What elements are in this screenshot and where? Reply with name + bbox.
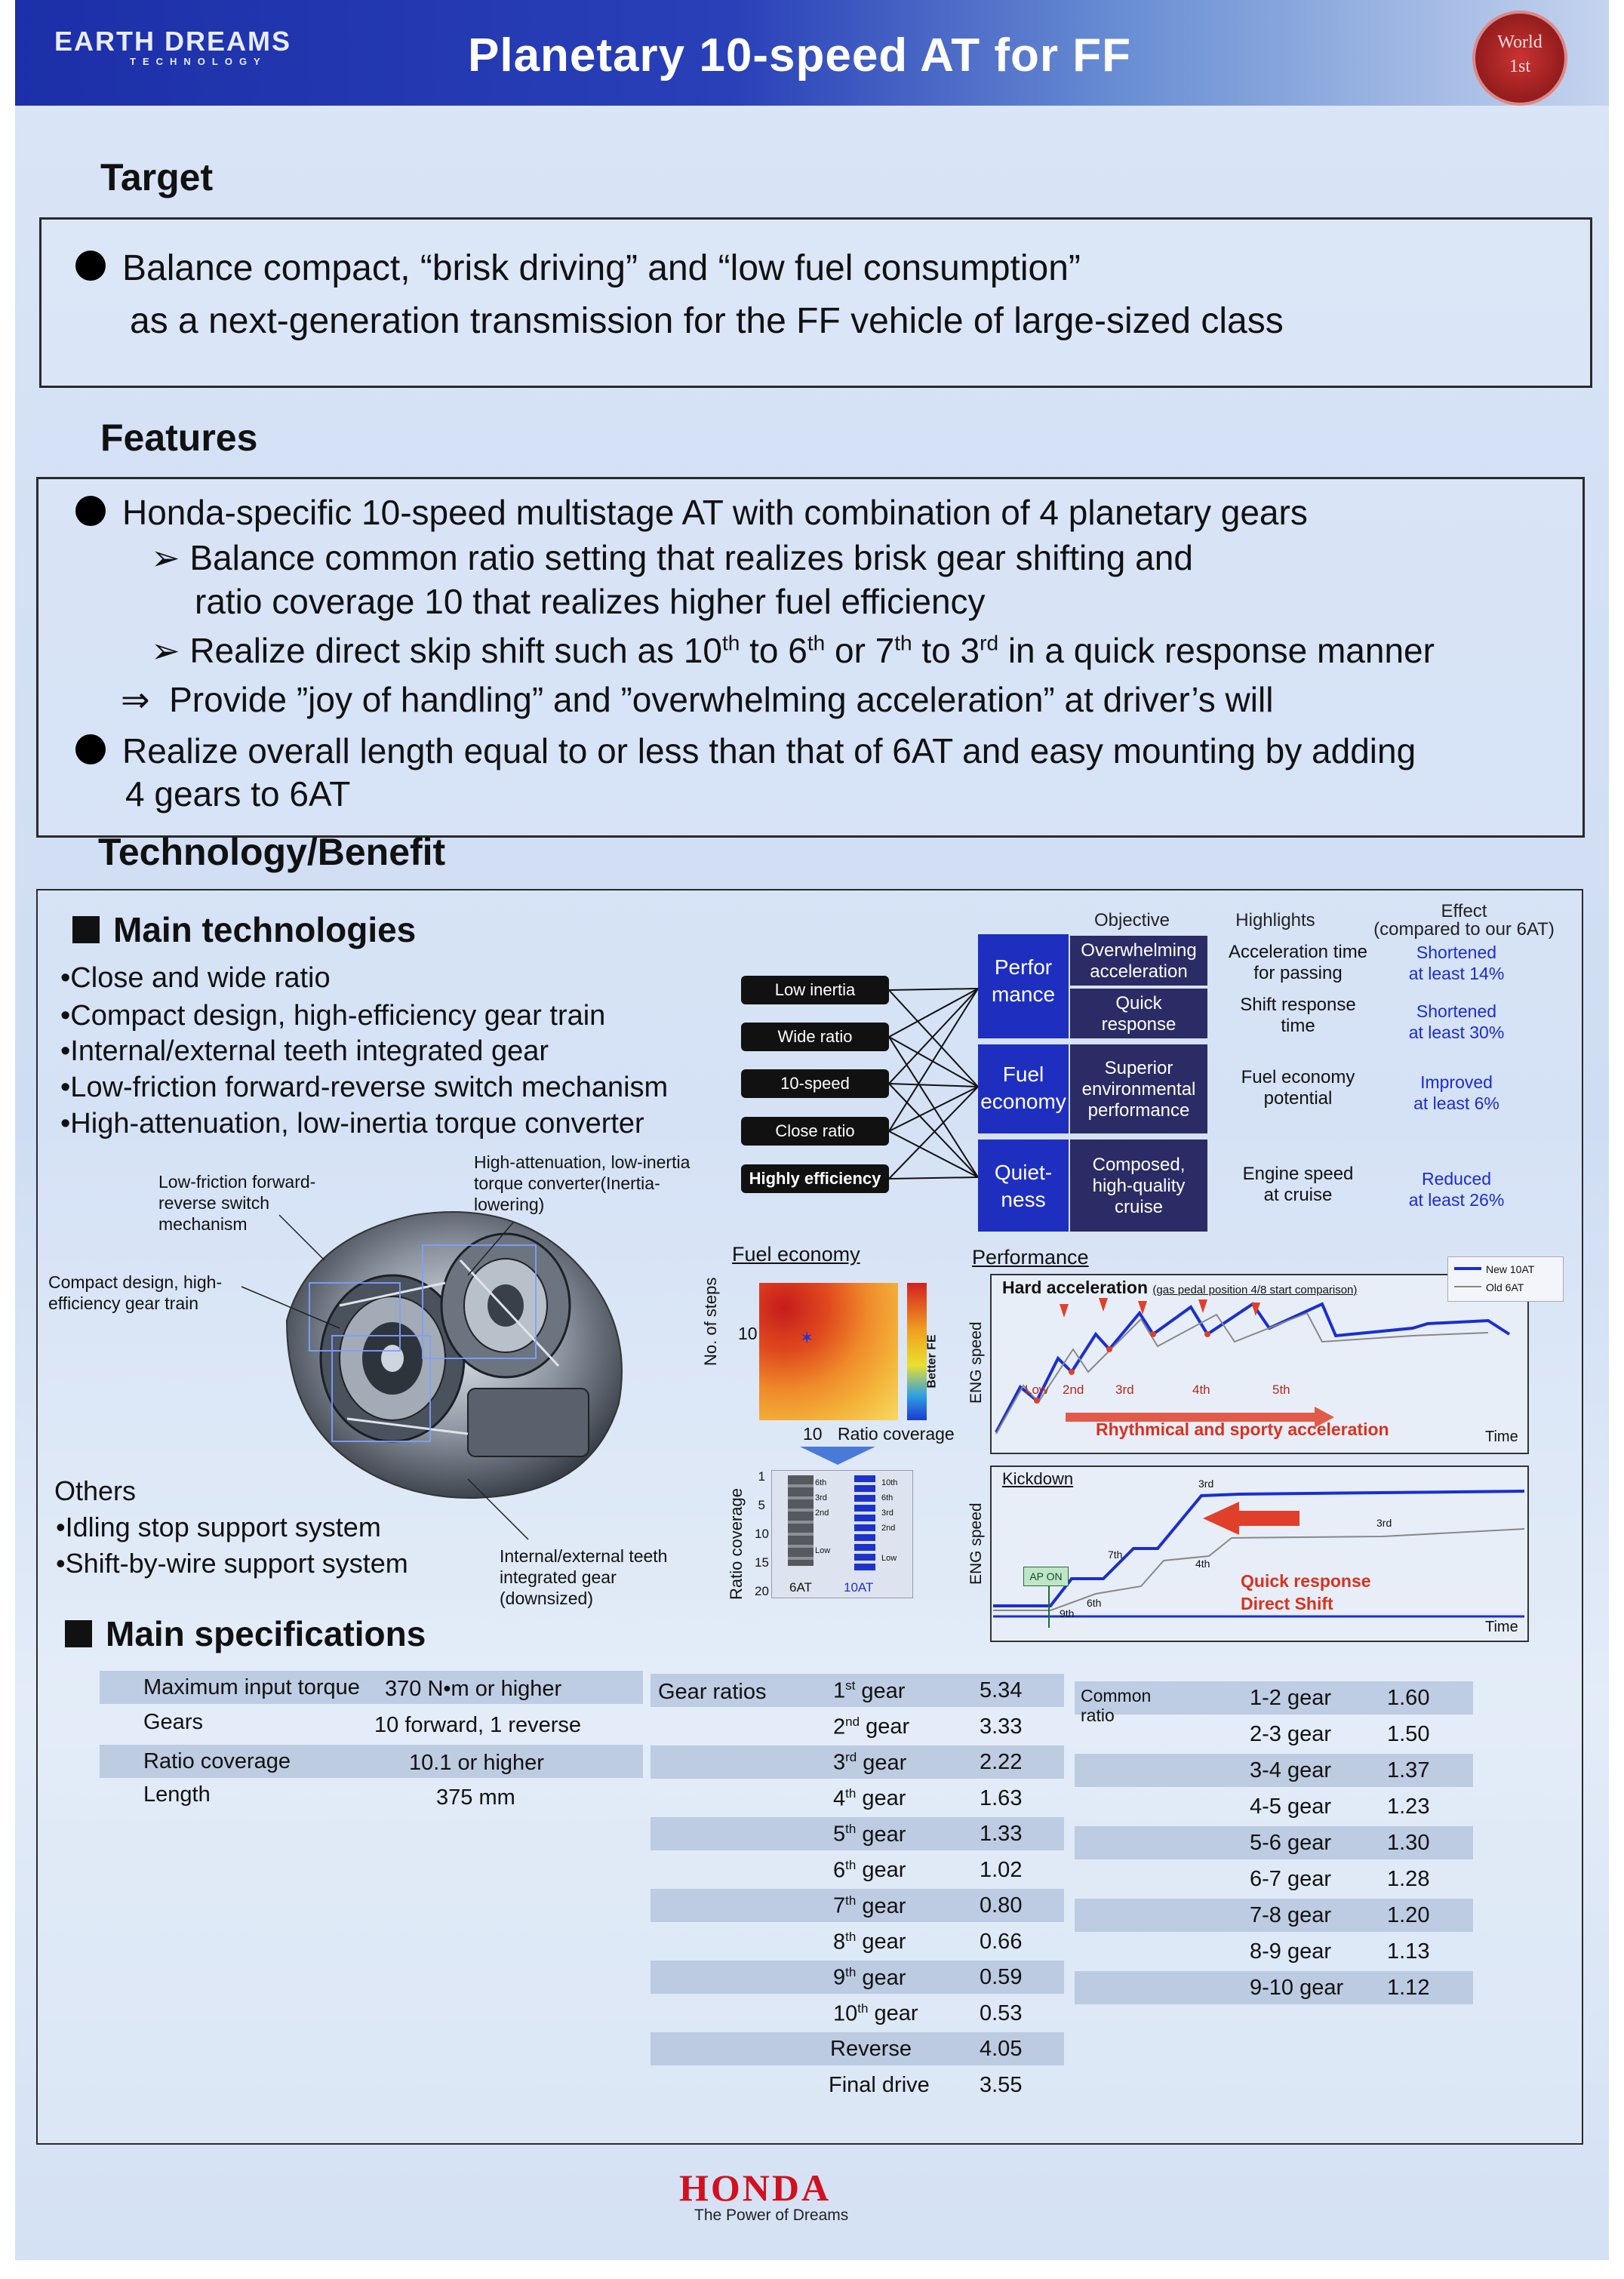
- common-step: 3-4 gear: [1250, 1758, 1332, 1782]
- gear-label: [833, 1822, 906, 1847]
- spec-label: Maximum input torque: [143, 1675, 360, 1699]
- perf-gear-3rd: 3rd: [1115, 1382, 1134, 1397]
- kick-label-7th: 7th: [1108, 1549, 1123, 1561]
- square-bullet-icon: [65, 1620, 92, 1647]
- gear-ratio-value: 0.80: [980, 1893, 1023, 1918]
- ytick: 10: [755, 1527, 769, 1541]
- gear-ratios-label: Gear ratios: [658, 1680, 767, 1704]
- target-line-1-text: Balance compact, “brisk driving” and “low fuel consumption”: [122, 248, 1081, 288]
- kick-label-4th: 4th: [1195, 1558, 1210, 1570]
- kick-caption: [1241, 1570, 1371, 1615]
- ap-on-marker: AP ON: [1023, 1567, 1069, 1586]
- gear-ratio-value: 0.59: [980, 1965, 1023, 1989]
- s2-sup4: rd: [980, 631, 999, 655]
- label-10at: 6th: [881, 1493, 894, 1502]
- gear-ratio-value: 0.53: [980, 2001, 1023, 2025]
- label-6at: Low: [815, 1546, 831, 1555]
- common-value: 1.30: [1387, 1831, 1430, 1855]
- gear-sup: th: [845, 1857, 857, 1872]
- ytick: 20: [755, 1584, 769, 1598]
- gear-sup: st: [845, 1678, 856, 1693]
- matrix-col-effect: [1366, 903, 1562, 939]
- ratio-bar-10at: [854, 1475, 875, 1573]
- kick-label-6th: 6th: [1087, 1597, 1102, 1609]
- callout-internal-external: Internal/external teeth integrated gear (downsized): [500, 1546, 668, 1608]
- gear-number: 4: [833, 1786, 846, 1811]
- others-item: •Idling stop support system: [56, 1512, 381, 1542]
- effect-head-2: (compared to our 6AT): [1373, 919, 1555, 940]
- gear-word: gear: [861, 1678, 906, 1703]
- tech-item: •Close and wide ratio: [60, 962, 331, 994]
- honda-tagline: The Power of Dreams: [694, 2207, 849, 2224]
- bullet-dot-icon: [75, 496, 106, 526]
- common-value: 1.60: [1387, 1686, 1430, 1710]
- common-value: 1.28: [1387, 1867, 1430, 1891]
- legend-new-label: New 10AT: [1486, 1263, 1535, 1275]
- world-first-badge: [1475, 14, 1564, 103]
- common-step: 4-5 gear: [1250, 1795, 1332, 1819]
- ratio-bar-label-10at: 10AT: [844, 1580, 874, 1595]
- gear-word: gear: [862, 1965, 906, 1990]
- ratio-bar-label-6at: 6AT: [789, 1580, 812, 1595]
- fuel-chart-ytick: 10: [738, 1324, 758, 1343]
- feature-arrow-line: [121, 679, 1273, 720]
- matrix-highlight: Acceleration time for passing: [1228, 942, 1368, 983]
- others-item: •Shift-by-wire support system: [56, 1548, 408, 1579]
- gear-word: gear: [862, 1822, 906, 1847]
- kick-chart-title: Kickdown: [1002, 1469, 1074, 1488]
- earth-dreams-logo: [54, 26, 291, 67]
- target-heading: Target: [100, 156, 214, 198]
- gear-label: [833, 1786, 906, 1812]
- honda-logo: HONDA: [679, 2167, 832, 2209]
- kick-chart-ylabel: ENG speed: [967, 1502, 985, 1585]
- matrix-cat-quietness: Quiet- ness: [978, 1140, 1069, 1232]
- common-step: 2-3 gear: [1250, 1722, 1332, 1746]
- s2-sup2: th: [807, 631, 826, 655]
- gear-ratio-value: 5.34: [980, 1678, 1023, 1702]
- gear-number: 9: [833, 1965, 846, 1990]
- gear-word: gear: [862, 1893, 906, 1918]
- ytick: 15: [755, 1555, 769, 1570]
- label-10at: 2nd: [881, 1524, 896, 1533]
- gear-word: gear: [874, 2001, 918, 2026]
- bullet-dot-icon: [75, 734, 106, 764]
- logo-sub-text: TECHNOLOGY: [130, 56, 267, 67]
- ratio-labels-6at: [815, 1475, 830, 1558]
- feature-bullet-2-text: Realize overall length equal to or less than that of 6AT and easy mounting by adding: [122, 731, 1416, 770]
- gear-number: 6: [833, 1858, 846, 1883]
- gear-number: 8: [833, 1930, 846, 1955]
- gear-sup: th: [857, 2001, 869, 2016]
- spec-value: 10.1 or higher: [409, 1751, 544, 1775]
- gear-label: [833, 1678, 905, 1704]
- feature-bullet-1-text: Honda-specific 10-speed multistage AT with combination of 4 planetary gears: [122, 493, 1308, 532]
- badge-line1: World: [1497, 32, 1542, 52]
- gear-sup: nd: [845, 1714, 860, 1729]
- gear-label: [833, 2001, 918, 2027]
- feature-sub-2: ➢ Realize direct skip shift such as 10th to 6th or 7th to 3rd in a quick response manner: [151, 631, 1435, 670]
- gear-number: 2: [833, 1715, 846, 1739]
- perf-chart-title: Performance: [972, 1246, 1089, 1269]
- poster: [15, 0, 1609, 2260]
- label-10at: 3rd: [881, 1509, 894, 1518]
- fuel-scale-label: Better FE: [925, 1334, 939, 1389]
- feature-arrow-text: Provide ”joy of handling” and ”overwhelming acceleration” at driver’s will: [169, 680, 1274, 719]
- spec-label: Gears: [143, 1710, 203, 1734]
- main-tech-heading-text: Main technologies: [113, 910, 417, 949]
- gear-sup: th: [845, 1893, 857, 1908]
- matrix-effect: Shortened at least 30%: [1408, 1001, 1505, 1042]
- feature-bullet-1: [75, 492, 1308, 533]
- matrix-effect: Shortened at least 14%: [1408, 943, 1505, 983]
- s2-sup3: th: [894, 631, 912, 655]
- label-6at: 6th: [815, 1478, 827, 1487]
- matrix-highlight: Shift response time: [1240, 995, 1356, 1036]
- matrix-col-objective: Objective: [1093, 910, 1170, 930]
- pill-close-ratio: Close ratio: [741, 1117, 889, 1146]
- common-value: 1.12: [1387, 1976, 1430, 2000]
- common-value: 1.23: [1387, 1795, 1430, 1819]
- header-banner: [15, 0, 1609, 106]
- legend-new-swatch: [1454, 1267, 1481, 1270]
- label-10at: 10th: [881, 1478, 898, 1487]
- callout-high-attenuation: High-attenuation, low-inertia torque converter(Inertia- lowering): [474, 1152, 691, 1214]
- kick-caption-2: Direct Shift: [1241, 1594, 1333, 1613]
- kick-label-9th: 9th: [1060, 1607, 1075, 1619]
- gear-number: 7: [833, 1893, 846, 1918]
- s2-mid2: or 7: [825, 631, 895, 670]
- matrix-cat-performance: Perfor mance: [978, 934, 1069, 1038]
- common-step: 8-9 gear: [1250, 1939, 1332, 1964]
- gear-number: 1: [833, 1678, 846, 1703]
- perf-subtitle-text: Hard acceleration: [1002, 1278, 1149, 1297]
- ratio-labels-10at: [881, 1475, 897, 1566]
- ratio-chart-ylabel: Ratio coverage: [727, 1488, 746, 1600]
- common-ratio-label: Common ratio: [1081, 1686, 1152, 1725]
- gear-word: gear: [862, 1786, 906, 1811]
- spec-label: Length: [143, 1782, 211, 1807]
- ytick: 1: [758, 1469, 765, 1484]
- callout-leader-lines: [45, 1147, 724, 1615]
- legend-old-label: Old 6AT: [1486, 1281, 1524, 1293]
- gear-number: 5: [833, 1822, 846, 1847]
- callout-low-friction: Low-friction forward- reverse switch mechanism: [158, 1172, 316, 1234]
- pill-wide-ratio: Wide ratio: [741, 1023, 889, 1051]
- pill-low-inertia: Low inertia: [741, 976, 889, 1004]
- specs-heading-text: Main specifications: [106, 1614, 426, 1653]
- fuel-chart-title: Fuel economy: [732, 1243, 860, 1266]
- poster-title: Planetary 10-speed AT for FF: [468, 29, 1131, 82]
- gear-number: 10: [833, 2001, 858, 2026]
- matrix-objective: Overwhelming acceleration: [1070, 936, 1207, 986]
- gear-sup: th: [845, 1965, 857, 1979]
- gear-word: gear: [862, 1930, 906, 1955]
- label-10at: Low: [881, 1554, 897, 1563]
- perf-gear-2nd: 2nd: [1063, 1382, 1084, 1397]
- matrix-col-highlights: Highlights: [1235, 910, 1315, 930]
- gear-ratio-value: 1.63: [980, 1785, 1023, 1810]
- kick-label-3rd-new: 3rd: [1198, 1478, 1214, 1490]
- s2-pre: Realize direct skip shift such as 10: [189, 631, 722, 670]
- perf-gear-low: Low: [1025, 1382, 1049, 1397]
- matrix-objective: Composed, high-quality cruise: [1070, 1140, 1207, 1232]
- gear-ratio-value: 2.22: [980, 1750, 1023, 1774]
- tech-item: •High-attenuation, low-inertia torque converter: [60, 1108, 644, 1140]
- pill-10-speed: 10-speed: [741, 1069, 889, 1098]
- common-step: 7-8 gear: [1250, 1903, 1332, 1927]
- gear-number: 3: [833, 1750, 846, 1775]
- target-line-2: as a next-generation transmission for the FF vehicle of large-sized class: [130, 301, 1284, 341]
- common-step: 1-2 gear: [1250, 1686, 1332, 1710]
- gear-label: [833, 1893, 906, 1919]
- perf-gear-4th: 4th: [1192, 1382, 1210, 1397]
- label-6at: 2nd: [815, 1509, 829, 1518]
- gear-label: [833, 1715, 909, 1740]
- ratio-bar-6at: [788, 1475, 814, 1566]
- badge-line2: 1st: [1509, 57, 1530, 76]
- gear-ratio-value: 3.55: [980, 2072, 1023, 2097]
- spec-label: Ratio coverage: [143, 1749, 291, 1773]
- matrix-highlight: Engine speed at cruise: [1242, 1164, 1354, 1205]
- common-step: 5-6 gear: [1250, 1831, 1332, 1855]
- fuel-heatmap: [759, 1283, 898, 1420]
- fuel-chart-xlabel: Ratio coverage: [838, 1424, 955, 1444]
- perf-caption: Rhythmical and sporty acceleration: [1096, 1419, 1389, 1439]
- common-value: 1.50: [1387, 1722, 1430, 1746]
- gear-sup: th: [845, 1822, 857, 1836]
- tech-item: •Compact design, high-efficiency gear train: [60, 1000, 606, 1032]
- gear-ratio-value: 1.02: [980, 1857, 1023, 1882]
- callout-compact-design: Compact design, high- efficiency gear train: [48, 1272, 223, 1313]
- others-heading: Others: [54, 1475, 137, 1506]
- common-value: 1.20: [1387, 1903, 1430, 1927]
- gear-ratio-value: 3.33: [980, 1714, 1023, 1739]
- fuel-chart-xtick: 10: [803, 1424, 823, 1444]
- s2-post: in a quick response manner: [998, 631, 1435, 670]
- tech-item: •Internal/external teeth integrated gear: [60, 1035, 549, 1067]
- perf-subtitle-note: (gas pedal position 4/8 start comparison): [1152, 1284, 1358, 1296]
- spec-value: 10 forward, 1 reverse: [374, 1713, 582, 1737]
- gear-sup: th: [845, 1929, 857, 1944]
- ytick: 5: [758, 1498, 765, 1512]
- matrix-objective: Quick response: [1070, 989, 1207, 1038]
- feature-sub-1a: ➢ Balance common ratio setting that realizes brisk gear shifting and: [151, 538, 1193, 577]
- fuel-chart-ylabel: No. of steps: [701, 1277, 720, 1366]
- gear-label: [833, 1965, 906, 1991]
- specs-heading: [65, 1613, 426, 1654]
- square-bullet-icon: [72, 916, 100, 943]
- gear-label: [833, 1858, 906, 1884]
- common-value: 1.37: [1387, 1758, 1430, 1782]
- tech-item: •Low-friction forward-reverse switch mechanism: [60, 1072, 669, 1103]
- implies-arrow-icon: ⇒: [121, 680, 150, 719]
- gear-word: gear: [866, 1715, 910, 1739]
- gear-ratio-value: 4.05: [980, 2037, 1023, 2061]
- pill-connector-lines: [889, 973, 980, 1200]
- matrix-effect: Reduced at least 26%: [1408, 1169, 1505, 1210]
- perf-xlabel: Time: [1485, 1429, 1518, 1445]
- feature-bullet-2: [75, 730, 1416, 771]
- ratio-chart-yticks: [755, 1462, 769, 1606]
- kick-xlabel: Time: [1485, 1619, 1518, 1635]
- optimum-star-icon: ✶: [800, 1328, 814, 1347]
- s2-mid1: to 6: [740, 631, 807, 670]
- gear-word: gear: [862, 1858, 906, 1883]
- tech-heading: Technology/Benefit: [98, 831, 446, 873]
- pill-highly-efficiency: Highly efficiency: [741, 1164, 889, 1193]
- feature-sub-1a-text: Balance common ratio setting that realizes brisk gear shifting and: [189, 538, 1193, 577]
- matrix-highlight: Fuel economy potential: [1241, 1067, 1355, 1109]
- feature-sub-1b: ratio coverage 10 that realizes higher fuel efficiency: [195, 582, 986, 621]
- matrix-objective: Superior environmental performance: [1070, 1044, 1207, 1133]
- common-value: 1.13: [1387, 1939, 1430, 1964]
- common-step: 6-7 gear: [1250, 1867, 1332, 1891]
- gear-ratio-value: 0.66: [980, 1929, 1023, 1954]
- effect-head-1: Effect: [1441, 901, 1487, 921]
- matrix-cat-fuel: Fuel economy: [978, 1044, 1069, 1133]
- logo-main-text: EARTH DREAMS: [54, 26, 292, 57]
- perf-chart-ylabel: ENG speed: [967, 1321, 985, 1404]
- label-6at: 3rd: [815, 1493, 827, 1502]
- common-step: 9-10 gear: [1250, 1976, 1344, 2000]
- spec-value: 375 mm: [436, 1785, 515, 1810]
- s2-mid3: to 3: [912, 631, 980, 670]
- gear-label: Final drive: [829, 2072, 930, 2097]
- spec-value: 370 N•m or higher: [385, 1677, 562, 1701]
- kick-label-3rd-old: 3rd: [1376, 1517, 1392, 1529]
- kick-caption-1: Quick response: [1241, 1571, 1371, 1591]
- s2-sup1: th: [721, 631, 740, 655]
- gear-ratio-value: 1.33: [980, 1822, 1023, 1846]
- gear-sup: rd: [845, 1750, 857, 1764]
- perf-gear-5th: 5th: [1272, 1382, 1290, 1397]
- bullet-dot-icon: [75, 251, 106, 281]
- feature-bullet-2b: 4 gears to 6AT: [125, 774, 351, 813]
- down-arrow-icon: [800, 1445, 875, 1468]
- main-tech-heading: [72, 909, 416, 950]
- gear-label: [833, 1930, 906, 1955]
- gear-sup: th: [845, 1785, 857, 1801]
- matrix-effect: Improved at least 6%: [1413, 1072, 1499, 1113]
- gear-label: Reverse: [830, 2037, 912, 2061]
- gear-label: [833, 1750, 906, 1776]
- features-heading: Features: [100, 417, 258, 459]
- gear-word: gear: [863, 1750, 907, 1775]
- target-line-1: [75, 248, 1081, 289]
